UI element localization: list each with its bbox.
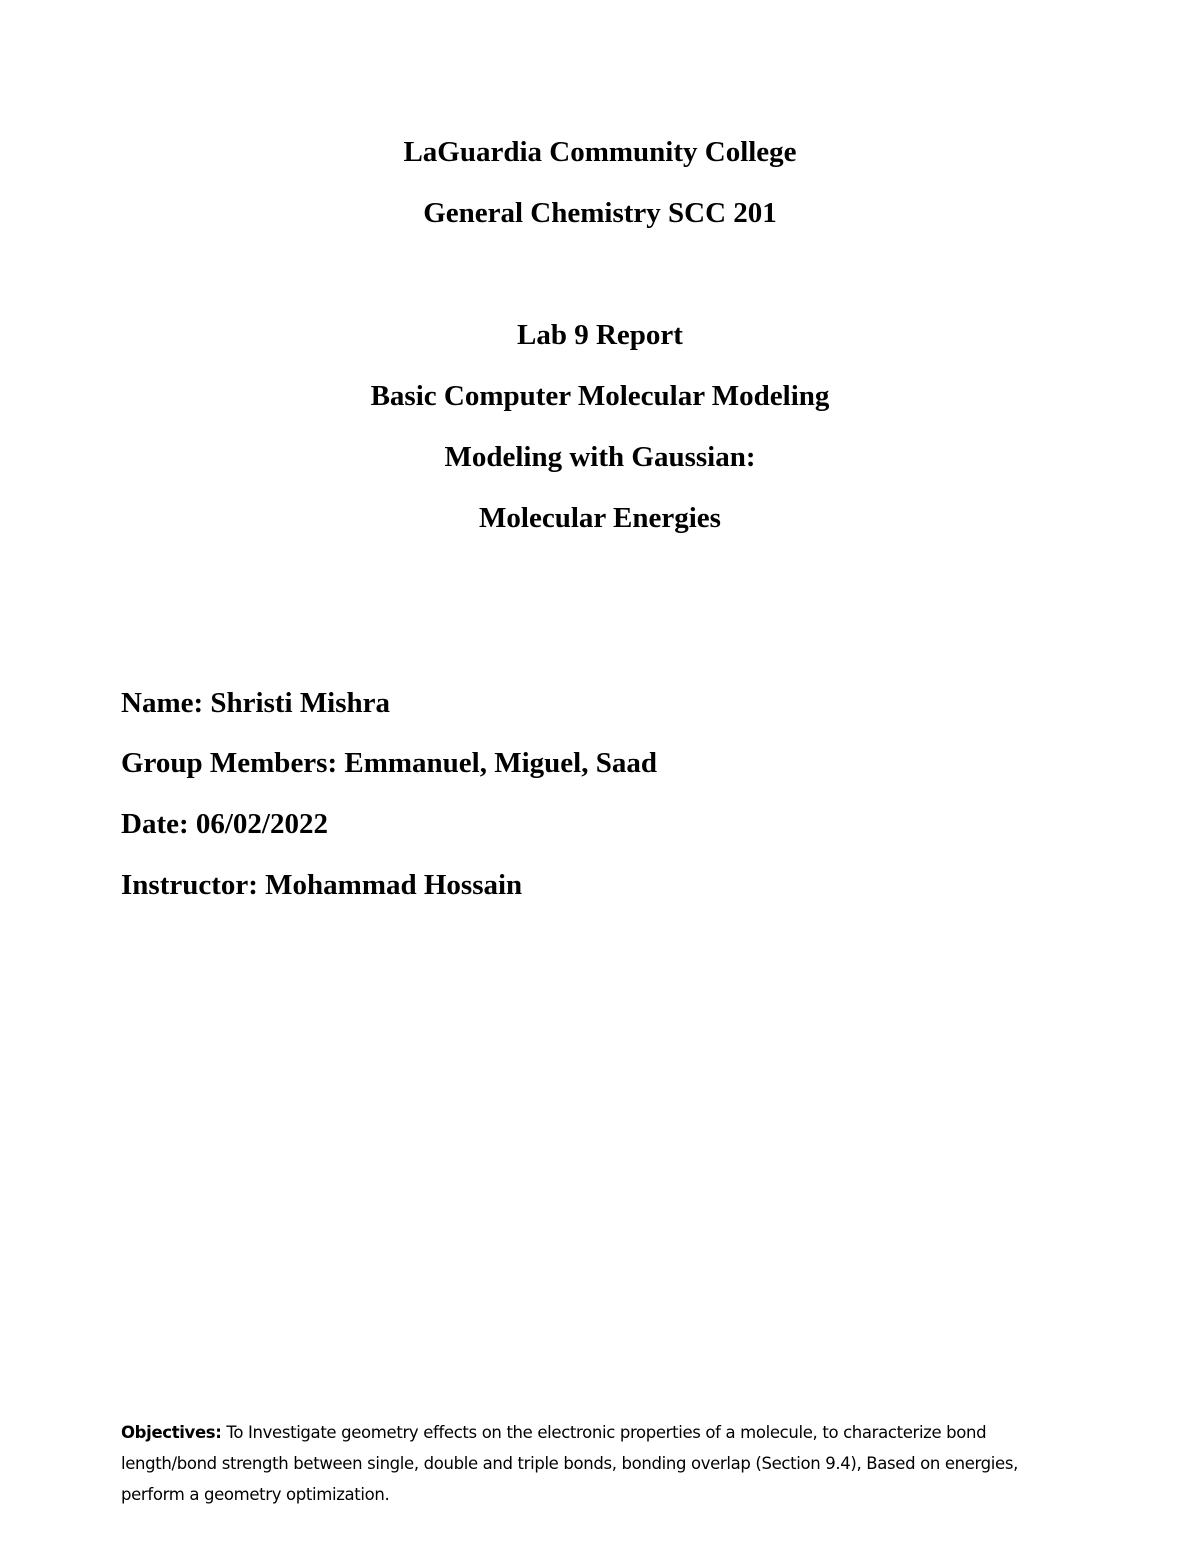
instructor-name: Instructor: Mohammad Hossain xyxy=(121,869,523,901)
report-title: Lab 9 Report xyxy=(517,319,683,351)
report-subtitle-modeling: Basic Computer Molecular Modeling xyxy=(370,380,830,412)
group-members: Group Members: Emmanuel, Miguel, Saad xyxy=(121,747,657,779)
report-date: Date: 06/02/2022 xyxy=(121,808,328,840)
student-name: Name: Shristi Mishra xyxy=(121,687,391,719)
objectives-paragraph xyxy=(121,1417,1081,1510)
report-subtitle-gaussian: Modeling with Gaussian: xyxy=(444,441,756,473)
college-name: LaGuardia Community College xyxy=(403,136,797,168)
objectives-label: Objectives: xyxy=(121,1423,222,1442)
course-title: General Chemistry SCC 201 xyxy=(423,197,777,229)
report-subtitle-energies: Molecular Energies xyxy=(479,502,721,534)
objectives-text: To Investigate geometry effects on the electronic properties of a molecule, to characterize bond length/bond strength between single, double and triple bonds, bonding overlap (Section 9.4), Based on energies, perform a geometry optimization. xyxy=(121,1423,1018,1504)
